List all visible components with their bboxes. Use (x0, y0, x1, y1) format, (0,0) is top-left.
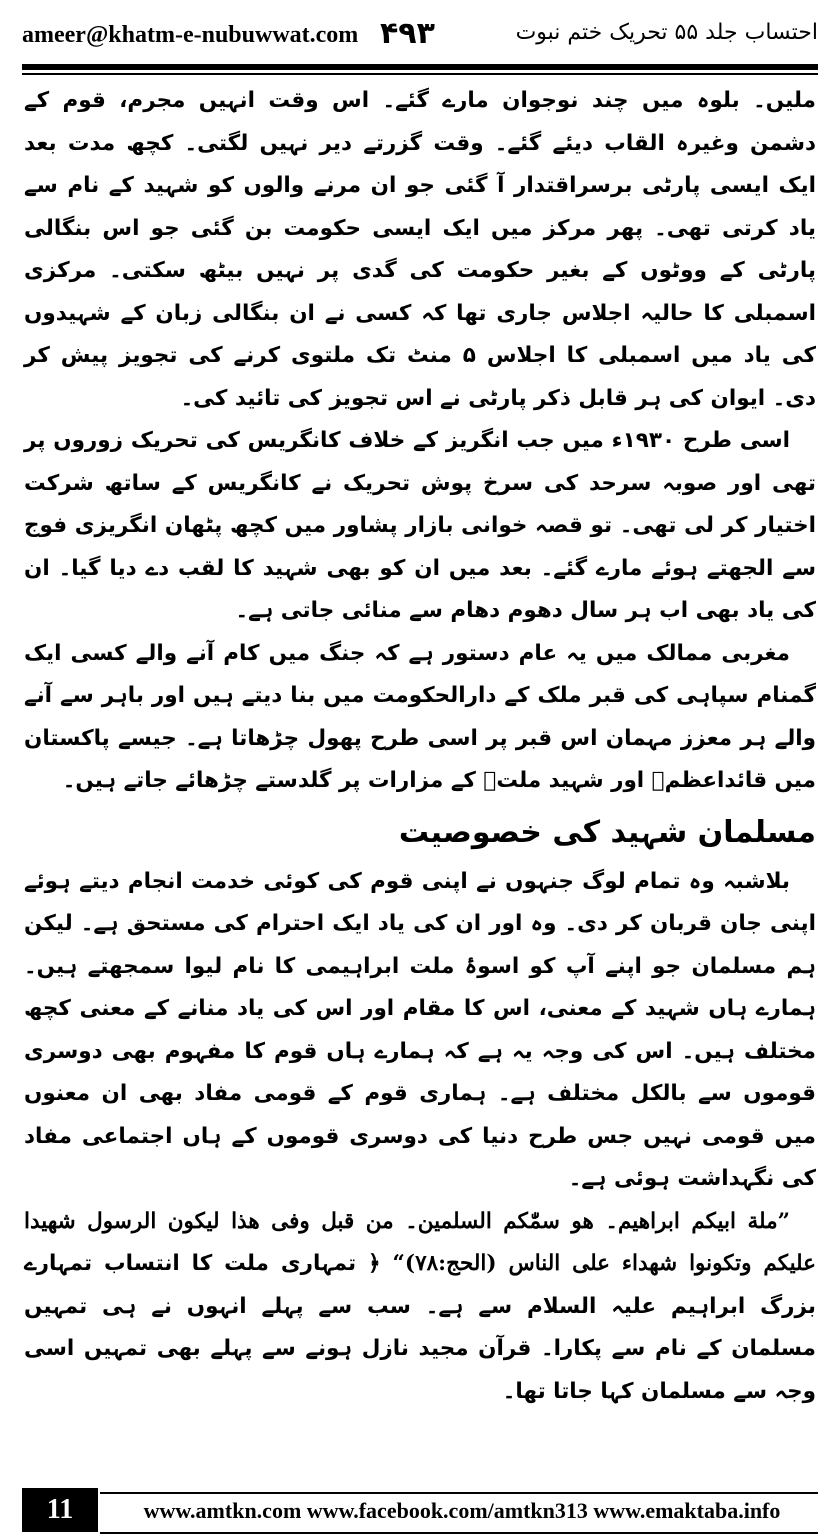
footer-links: www.amtkn.com www.facebook.com/amtkn313 www.emaktaba.info (143, 1498, 781, 1523)
header-title: احتساب جلد ۵۵ تحریک ختم نبوت (515, 20, 818, 45)
quote-translation: ﴿ تمہاری ملت کا انتساب تمہارے بزرگ ابراہیم علیہ السلام سے ہے۔ سب سے پہلے انہوں نے ہی تمہیں مسلمان کے نام سے پکارا۔ قرآن مجید نازل ہونے سے پہلے بھی تمہیں اسی وجہ سے مسلمان کہا جاتا تھا۔ (24, 1251, 816, 1404)
header-rule-thick (22, 64, 818, 70)
footer-rule-top (100, 1492, 818, 1494)
section-paragraph: بلاشبہ وہ تمام لوگ جنہوں نے اپنی قوم کی کوئی خدمت انجام دیتے ہوئے اپنی جان قربان کر دی۔ وہ اور ان کی یاد ایک احترام کی مستحق ہے۔ لیکن ہم مسلمان جو اپنے آپ کو اسوۂ ملت ابراہیمی کا نام لیوا سمجھتے ہیں۔ ہمارے ہاں شہید کے معنی، اس کا مقام اور اس کی یاد منانے کے معنی کچھ مختلف ہیں۔ اس کی وجہ یہ ہے کہ ہمارے ہاں قوم کا مفہوم بھی دوسری قوموں سے بالکل مختلف ہے۔ ہماری قوم کے قومی مفاد بھی ان معنوں میں قومی نہیں جس طرح دنیا کی دوسری قوموں کے ہاں اجتماعی مفاد کی نگہداشت ہوئی ہے۔ (24, 868, 816, 1191)
section-heading: مسلمان شہید کی خصوصیت (398, 814, 816, 850)
body-paragraph-2: اسی طرح ۱۹۳۰ء میں جب انگریز کے خلاف کانگریس کی تحریک زوروں پر تھی اور صوبہ سرحد کی سرخ پوش تحریک نے کانگریس کے ساتھ شرکت اختیار کر لی تھی۔ تو قصہ خوانی بازار پشاور میں کچھ پٹھان انگریزی فوج سے الجھتے ہوئے مارے گئے۔ بعد میں ان کو بھی شہید کا لقب دے دیا گیا۔ ان کی یاد بھی اب ہر سال دھوم دھام سے منائی جاتی ہے۔ (24, 428, 816, 623)
page-header (22, 16, 818, 60)
footer-page-number: 11 (22, 1488, 98, 1532)
header-page-number: ۴۹۳ (380, 16, 435, 51)
quote-paragraph (24, 1201, 816, 1414)
footer-rule-bottom (100, 1532, 818, 1534)
quranic-quote: ”ملة ابیکم ابراهیم۔ هو سمّٰکم السلمین۔ من قبل وفی هذا لیکون الرسول شهیدا علیکم وتکونوا شهداء علی الناس (الحج:۷۸)“ (24, 1208, 816, 1276)
header-rule-thin (22, 73, 818, 75)
page-body (24, 80, 816, 1413)
body-paragraph-3: مغربی ممالک میں یہ عام دستور ہے کہ جنگ میں کام آنے والے کسی ایک گمنام سپاہی کی قبر ملک کے دارالحکومت میں بنا دیتے ہیں اور باہر سے آنے والے ہر معزز مہمان اس قبر پر اسی طرح پھول چڑھاتا ہے۔ جیسے پاکستان میں قائداعظمؒ اور شہید ملتؒ کے مزارات پر گلدستے چڑھائے جاتے ہیں۔ (24, 640, 816, 793)
header-email: ameer@khatm-e-nubuwwat.com (22, 22, 359, 48)
body-paragraph-1: ملیں۔ بلوہ میں چند نوجوان مارے گئے۔ اس وقت انہیں مجرم، قوم کے دشمن وغیرہ القاب دیئے گئے۔ وقت گزرتے دیر نہیں لگتی۔ کچھ مدت بعد ایک ایسی پارٹی برسراقتدار آ گئی جو ان مرنے والوں کو شہید کے نام سے یاد کرتی تھی۔ پھر مرکز میں ایک ایسی حکومت بن گئی جو اس بنگالی پارٹی کے ووٹوں کے بغیر حکومت کی گدی پر نہیں بیٹھ سکتی۔ مرکزی اسمبلی کا حالیہ اجلاس جاری تھا کہ کسی نے ان بنگالی زبان کے شہیدوں کی یاد میں اسمبلی کا اجلاس ۵ منٹ تک ملتوی کرنے کی تجویز پیش کر دی۔ ایوان کی ہر قابل ذکر پارٹی نے اس تجویز کی تائید کی۔ (24, 88, 816, 411)
